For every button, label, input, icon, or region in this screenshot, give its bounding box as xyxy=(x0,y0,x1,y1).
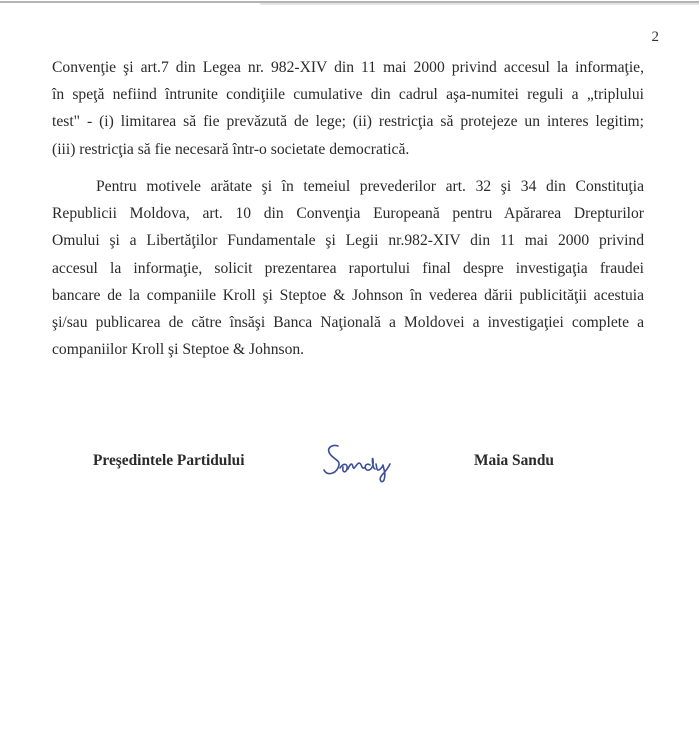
paragraph-1 xyxy=(52,54,644,163)
text-line: (iii) restricţia să fie necesară într-o societate democratică. xyxy=(52,140,410,158)
text-line: Convenţie şi art.7 din Legea nr. 982-XIV din 11 mai 2000 privind accesul la informaţie, xyxy=(52,59,644,76)
text-line: accesul la informaţie, solicit prezentarea raportului final despre investigaţia fraudei xyxy=(52,259,644,277)
text-line: Pentru motivele arătate şi în temeiul prevederilor art. 32 şi 34 din Constituţia xyxy=(96,178,644,195)
text-line: bancare de la companiile Kroll şi Steptoe & Johnson în vederea dării publicităţii acestuia xyxy=(52,286,644,304)
top-edge-line xyxy=(0,0,699,6)
paragraph-2 xyxy=(52,173,644,363)
text-line: Republicii Moldova, art. 10 din Convenţia Europeană pentru Apărarea Drepturilor xyxy=(52,205,644,223)
signatory-name: Maia Sandu xyxy=(474,452,554,469)
handwritten-signature xyxy=(318,438,438,488)
signatory-title: Preşedintele Partidului xyxy=(93,452,245,469)
text-line: în speţă nefiind întrunite condiţiile cumulative din cadrul aşa-numitei reguli a „triplului xyxy=(52,86,644,104)
text-line: şi/sau publicarea de către însăşi Banca Naţională a Moldovei a investigaţiei complete a xyxy=(52,314,644,332)
text-line: companiilor Kroll şi Steptoe & Johnson. xyxy=(52,341,305,359)
text-line: test" - (i) limitarea să fie prevăzută de lege; (ii) restricţia să protejeze un interes legitim; xyxy=(52,113,644,131)
page-number: 2 xyxy=(651,29,659,45)
text-line: Omului şi a Libertăţilor Fundamentale şi Legii nr.982-XIV din 11 mai 2000 privind xyxy=(52,232,644,250)
